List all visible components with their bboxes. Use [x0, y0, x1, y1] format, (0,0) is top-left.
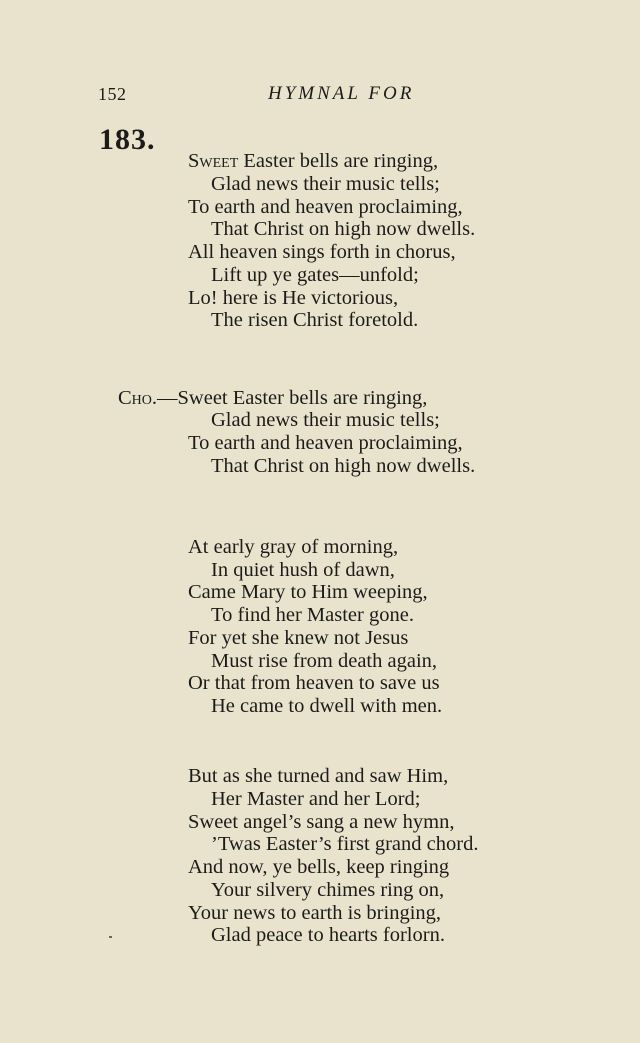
stanza-line: Lift up ye gates—unfold; — [211, 264, 419, 286]
stanza-line: Glad peace to hearts forlorn. — [211, 924, 445, 946]
stanza-line: That Christ on high now dwells. — [211, 218, 476, 240]
stanza-line: All heaven sings forth in chorus, — [188, 241, 456, 263]
stanza-line — [188, 150, 438, 173]
stanza-line: Or that from heaven to save us — [188, 672, 440, 694]
stanza-line: Her Master and her Lord; — [211, 788, 421, 810]
chorus-first-line-rest: —Sweet Easter bells are ringing, — [157, 387, 428, 409]
stanza-line: The risen Christ foretold. — [211, 309, 419, 331]
first-line-rest: Easter bells are ringing, — [238, 150, 439, 172]
stanza-line: For yet she knew not Jesus — [188, 627, 409, 649]
hymn-number: 183. — [99, 123, 156, 156]
stanza-line: Sweet angel’s sang a new hymn, — [188, 811, 455, 833]
chorus-label: Cho. — [118, 387, 158, 409]
stanza-line: Your news to earth is bringing, — [188, 902, 442, 924]
stanza-line: In quiet hush of dawn, — [211, 559, 395, 581]
chorus-line: That Christ on high now dwells. — [211, 455, 476, 477]
stanza-line: Came Mary to Him weeping, — [188, 581, 428, 603]
stanza-line: At early gray of morning, — [188, 536, 399, 558]
stanza-line: But as she turned and saw Him, — [188, 765, 449, 787]
running-title: HYMNAL FOR — [268, 83, 415, 104]
print-speck — [109, 936, 112, 938]
page-number: 152 — [98, 84, 127, 104]
chorus-line — [118, 387, 427, 410]
first-word: Sweet — [188, 150, 239, 172]
stanza-line: And now, ye bells, keep ringing — [188, 856, 450, 878]
stanza-line: To find her Master gone. — [211, 604, 414, 626]
stanza-line: Your silvery chimes ring on, — [211, 879, 445, 901]
stanza-line: ’Twas Easter’s first grand chord. — [211, 833, 479, 855]
stanza-line: Glad news their music tells; — [211, 173, 440, 195]
stanza-line: He came to dwell with men. — [211, 695, 443, 717]
stanza-line: To earth and heaven proclaiming, — [188, 196, 463, 218]
stanza-line: Lo! here is He victorious, — [188, 287, 399, 309]
chorus-line: To earth and heaven proclaiming, — [188, 432, 463, 454]
stanza-line: Must rise from death again, — [211, 650, 438, 672]
chorus-line: Glad news their music tells; — [211, 409, 440, 431]
